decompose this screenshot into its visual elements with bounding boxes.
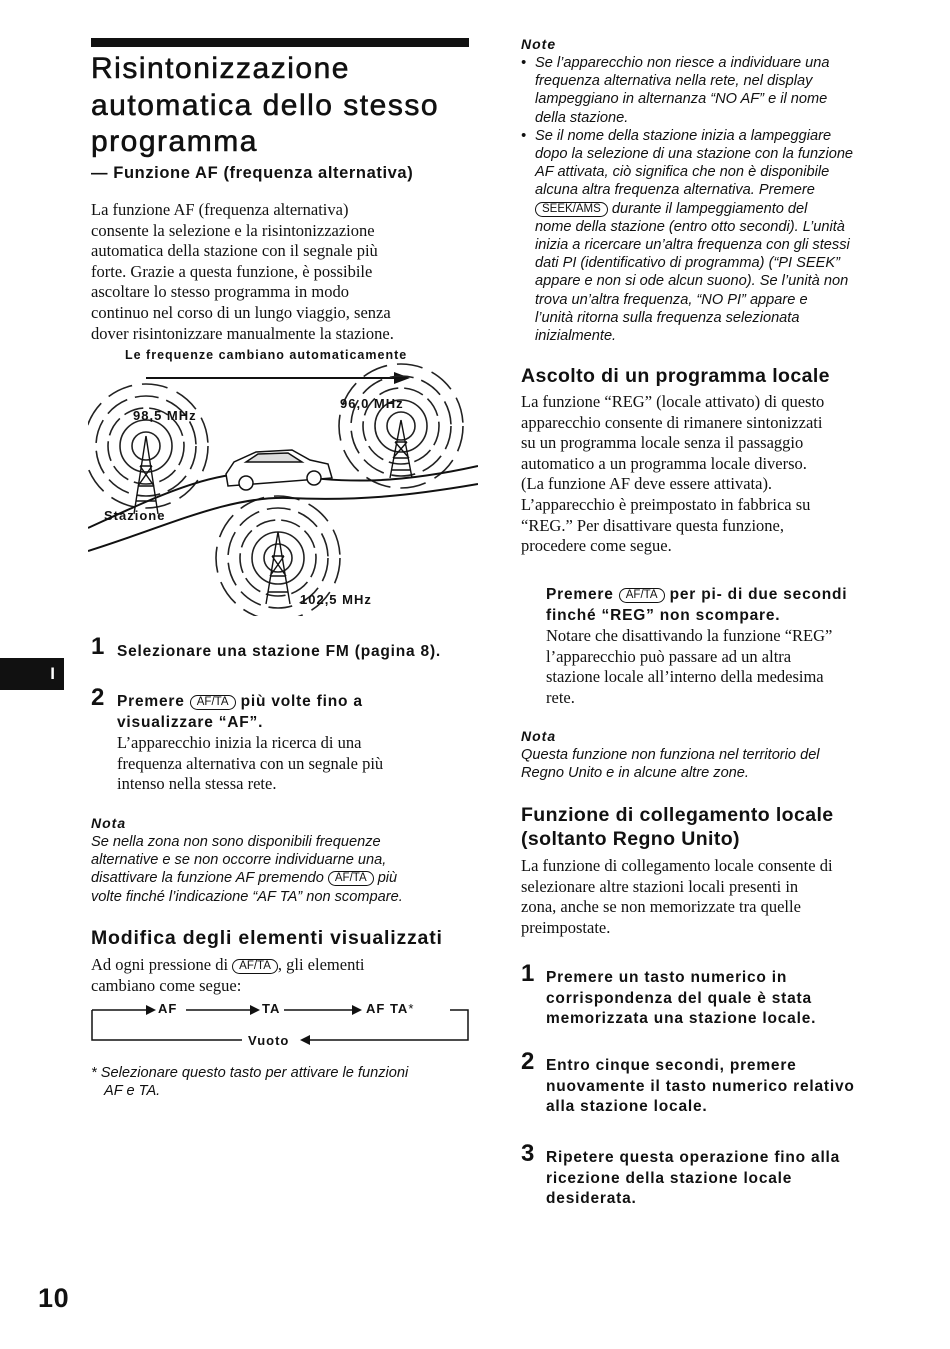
local-step-3-text: Ripetere questa operazione fino alla ricezione della stazione locale desiderata. [546, 1149, 841, 1207]
illustration-caption: Le frequenze cambiano automaticamente [125, 348, 408, 362]
display-cycle-diagram [90, 998, 472, 1052]
page-number: 10 [38, 1283, 70, 1313]
ascolto-paragraph: La funzione “REG” (locale attivato) di questo apparecchio consente di rimanere sintonizzati su un programma locale senza il passaggio automatico a un programma locale diverso. (La funzione AF deve essere attivata). L’apparecchio è preimpostato in fabbrica su “REG.” Per disattivare questa funzione, procedere come segue. [521, 392, 825, 556]
collegamento-heading: Funzione di collegamento locale (soltanto Regno Unito) [521, 804, 834, 850]
local-step-2-number: 2 [521, 1048, 535, 1075]
nota2-text: Questa funzione non funziona nel territorio del Regno Unito e in alcune altre zone. [521, 747, 820, 782]
freq-label-c: 102,5 MHz [300, 592, 372, 607]
note-bullet-1: • Se l’apparecchio non riesce a individuare una frequenza alternativa nella rete, nel display lampeggiano in alternanza “NO AF” e il nome della stazione. [521, 54, 921, 127]
af-ta-key: AF/TA [619, 588, 665, 603]
modifica-footnote: * Selezionare questo tasto per attivare le funzioni AF e TA. [91, 1065, 409, 1100]
collegamento-paragraph: La funzione di collegamento locale consente di selezionare altre stazioni locali presenti in zona, anche se non memorizzate tra quelle preimpostate. [521, 856, 833, 937]
modifica-text: Ad ogni pressione di AF/TA , gli elementi cambiano come segue: [91, 955, 365, 995]
page-subtitle: — Funzione AF (frequenza alternativa) [91, 164, 414, 182]
freq-label-b: 96,0 MHz [340, 396, 404, 411]
nota2-heading: Nota [521, 728, 557, 744]
ascolto-heading: Ascolto di un programma locale [521, 365, 830, 387]
cycle-vuoto: Vuoto [248, 1033, 290, 1048]
note-top-heading: Note [521, 36, 557, 52]
cycle-afta: AF TA* [366, 1001, 415, 1016]
seek-ams-key: SEEK/AMS [535, 202, 608, 217]
af-ta-key: AF/TA [190, 695, 236, 710]
cycle-ta: TA [262, 1001, 281, 1016]
modifica-heading: Modifica degli elementi visualizzati [91, 927, 443, 949]
local-step-1-text: Premere un tasto numerico in corrispondenza del quale è stata memorizzata una stazione locale. [546, 969, 817, 1027]
local-step-1-number: 1 [521, 960, 535, 987]
intro-paragraph: La funzione AF (frequenza alternativa) consente la selezione e la risintonizzazione automatica della stazione con il segnale più forte. Grazie a questa funzione, è possibile ascoltare lo stesso programma in modo continuo nel corso di un lungo viaggio, senza dover risintonizzare manualmente la stazione. [91, 200, 394, 343]
radio-waves-diagram [88, 346, 478, 616]
note-bullet-2: • Se il nome della stazione inizia a lampeggiare dopo la selezione di una stazione con la funzione AF attivata, ciò significa che non è disponibile alcuna altra frequenza alternativa. Premere SEEK/AMS durante il lampeggiamento del nome della stazione (entro otto secondi). L’unità inizia a ricercare un’altra frequenza con gli stessi dati PI (identificativo di programma) (“PI SEEK” appare e non si ode alcun suono). Se l’unità non trova un’altra frequenza, “NO PI” appare e l’unità ritorna sulla frequenza selezionata inizialmente. [521, 127, 921, 345]
language-side-tab: I [0, 658, 64, 690]
local-step-3-number: 3 [521, 1140, 535, 1167]
page-title: Risintonizzazione automatica dello stesso programma [91, 52, 440, 158]
af-ta-key: AF/TA [232, 959, 278, 974]
step-2-number: 2 [91, 684, 105, 711]
station-label: Stazione [104, 508, 166, 523]
nota-text: Se nella zona non sono disponibili frequenze alternative e se non occorre individuarne una, disattivare la funzione AF premendo AF/TA più volte finché l’indicazione “AF TA” non scompare. [91, 834, 403, 905]
af-ta-key: AF/TA [328, 871, 374, 886]
step-1-text: Selezionare una stazione FM (pagina 8). [117, 643, 442, 660]
local-step-2-text: Entro cinque secondi, premere nuovamente il tasto numerico relativo alla stazione locale. [546, 1057, 855, 1115]
step-2-instruction: Premere AF/TA più volte fino a visualizzare “AF”. [117, 693, 363, 731]
freq-label-a: 98,5 MHz [133, 408, 197, 423]
title-rule [91, 38, 469, 47]
step-1-number: 1 [91, 633, 105, 660]
reg-instruction: Premere AF/TA per pi- di due secondi finché “REG” non scompare. [546, 586, 848, 624]
cycle-af: AF [158, 1001, 178, 1016]
af-illustration [88, 346, 478, 616]
nota-heading: Nota [91, 815, 127, 831]
reg-body: Notare che disattivando la funzione “REG” l’apparecchio può passare ad un altra stazione locale all’interno della medesima rete. [546, 626, 833, 707]
step-2-body: L’apparecchio inizia la ricerca di una frequenza alternativa con un segnale più intenso nella stessa rete. [117, 733, 384, 794]
note-top-list [521, 54, 921, 345]
